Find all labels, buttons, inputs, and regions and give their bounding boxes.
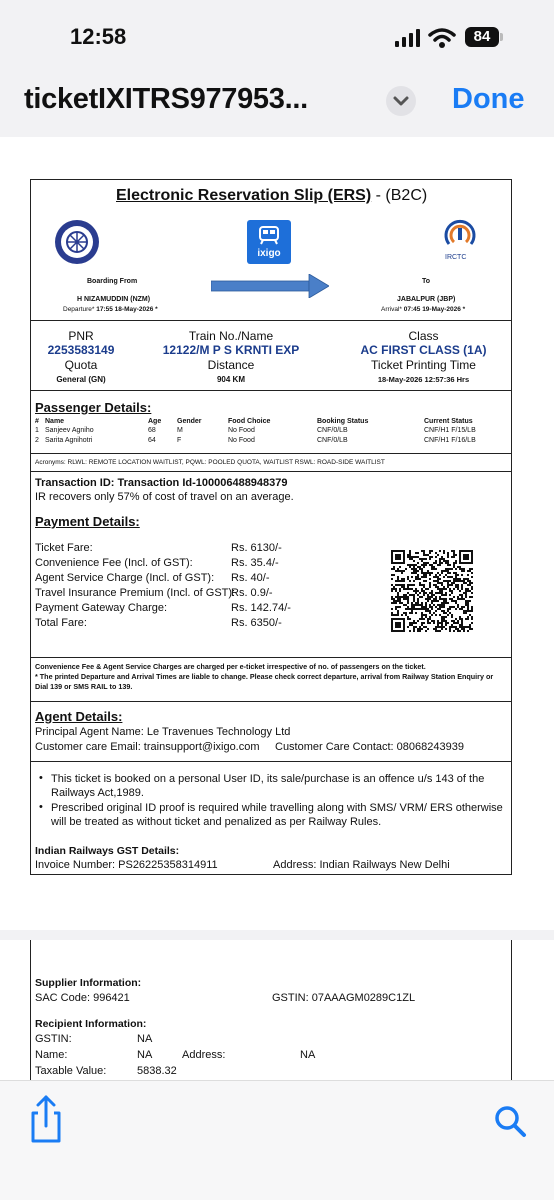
ixigo-logo-text: ixigo bbox=[257, 248, 281, 259]
payment-label: Travel Insurance Premium (Incl. of GST): bbox=[35, 587, 236, 599]
recipient-address-label: Address: bbox=[182, 1049, 226, 1061]
payment-label: Convenience Fee (Incl. of GST): bbox=[35, 557, 193, 569]
print-label: Ticket Printing Time bbox=[371, 358, 476, 372]
payment-value: Rs. 35.4/- bbox=[231, 557, 279, 569]
payment-label: Ticket Fare: bbox=[35, 542, 93, 554]
note-convenience: Convenience Fee & Agent Service Charges are charged per e-ticket irrespective of no. of passengers on the ticket. bbox=[35, 662, 426, 671]
taxable-value: 5838.32 bbox=[137, 1065, 177, 1077]
status-time: 12:58 bbox=[70, 24, 127, 49]
cell: 68 bbox=[148, 427, 156, 434]
cell: 64 bbox=[148, 437, 156, 444]
document-page-2 bbox=[0, 940, 554, 1080]
title-menu-button[interactable] bbox=[386, 86, 416, 116]
qr-code-icon bbox=[391, 550, 473, 632]
acronyms: Acronyms: RLWL: REMOTE LOCATION WAITLIST, PQWL: POOLED QUOTA, WAITLIST RSWL: ROAD-SIDE WAITLIST bbox=[35, 459, 385, 466]
col-current: Current Status bbox=[424, 418, 473, 425]
battery-icon: 84 bbox=[465, 27, 499, 47]
share-button[interactable] bbox=[22, 1093, 70, 1145]
col-num: # bbox=[35, 418, 39, 425]
cell: CNF/H1 F/15/LB bbox=[424, 427, 476, 434]
quota-value: General (GN) bbox=[56, 375, 106, 384]
to-label: To bbox=[422, 278, 431, 285]
supplier-gstin: GSTIN: 07AAAGM0289C1ZL bbox=[272, 992, 416, 1004]
customer-email: Customer care Email: trainsupport@ixigo.com bbox=[35, 741, 260, 753]
cell: No Food bbox=[228, 437, 255, 444]
recipient-name-label: Name: bbox=[35, 1049, 68, 1061]
cell: 1 bbox=[35, 427, 39, 434]
train-icon bbox=[257, 225, 281, 245]
payment-value: Rs. 40/- bbox=[231, 572, 270, 584]
boarding-label: Boarding From bbox=[87, 278, 138, 285]
done-button[interactable]: Done bbox=[452, 83, 525, 115]
cell: CNF/H1 F/16/LB bbox=[424, 437, 476, 444]
cell: Sarita Agnihotri bbox=[45, 437, 93, 444]
page2-frame bbox=[30, 940, 512, 1080]
class-label: Class bbox=[408, 329, 439, 343]
departure-value: 17:55 18-May-2026 * bbox=[96, 306, 158, 313]
arrival-label: Arrival* bbox=[381, 306, 402, 313]
share-icon bbox=[22, 1093, 70, 1145]
arrival-value: 07:45 19-May-2026 * bbox=[403, 306, 466, 313]
ticket-title-suffix: - (B2C) bbox=[375, 187, 428, 204]
col-booking: Booking Status bbox=[317, 418, 369, 425]
print-value: 18-May-2026 12:57:36 Hrs bbox=[377, 375, 470, 384]
recipient-name-value: NA bbox=[137, 1049, 153, 1061]
invoice-number: Invoice Number: PS26225358314911 bbox=[35, 859, 218, 871]
ticket bbox=[30, 179, 512, 875]
bullet-dot: • bbox=[39, 801, 43, 813]
bottom-toolbar bbox=[0, 1080, 554, 1200]
gst-address: Address: Indian Railways New Delhi bbox=[273, 859, 450, 871]
payment-label: Total Fare: bbox=[35, 617, 87, 629]
search-button[interactable] bbox=[492, 1103, 528, 1139]
payment-label: Payment Gateway Charge: bbox=[35, 602, 168, 614]
cell: CNF/0/LB bbox=[317, 437, 348, 444]
signal-icon bbox=[395, 29, 421, 47]
passenger-heading: Passenger Details: bbox=[35, 400, 152, 415]
transaction-id: Transaction ID: Transaction Id-100006488948379 bbox=[35, 477, 288, 489]
chevron-down-icon bbox=[386, 86, 416, 116]
to-station: JABALPUR (JBP) bbox=[397, 296, 456, 303]
principal-agent: Principal Agent Name: Le Travenues Technology Ltd bbox=[35, 726, 291, 738]
bullet-dot: • bbox=[39, 772, 43, 784]
document-title: ticketIXITRS977953... bbox=[24, 83, 308, 115]
from-station: H NIZAMUDDIN (NZM) bbox=[77, 296, 151, 303]
agent-heading: Agent Details: bbox=[35, 709, 123, 724]
distance-label: Distance bbox=[207, 358, 255, 372]
recipient-gstin-label: GSTIN: bbox=[35, 1033, 72, 1045]
bullet-id-proof: Prescribed original ID proof is required while travelling along with SMS/ VRM/ ERS otherwise will be treated as without ticket and penalized as per Railway Rules. bbox=[51, 802, 503, 828]
payment-heading: Payment Details: bbox=[35, 514, 140, 529]
customer-contact: Customer Care Contact: 08068243939 bbox=[275, 741, 464, 753]
irctc-logo-text: IRCTC bbox=[445, 254, 467, 261]
pnr-label: PNR bbox=[68, 329, 94, 343]
document-page-1 bbox=[0, 137, 554, 930]
class-value: AC FIRST CLASS (1A) bbox=[360, 343, 487, 357]
col-age: Age bbox=[148, 418, 162, 425]
note-times: * The printed Departure and Arrival Times are liable to change. Please check correct departure, arrival from Railway Station Enquiry or Dial 139 or SMS RAIL to 139. bbox=[35, 672, 494, 691]
ticket-title: Electronic Reservation Slip (ERS) bbox=[116, 187, 372, 204]
col-name: Name bbox=[45, 418, 65, 425]
cell: Sanjeev Agniho bbox=[45, 427, 94, 434]
bullet-offence: This ticket is booked on a personal User ID, its sale/purchase is an offence u/s 143 of the Railways Act,1989. bbox=[51, 773, 485, 799]
search-icon bbox=[492, 1103, 528, 1139]
recipient-address-value: NA bbox=[300, 1049, 316, 1061]
arrow-right-icon bbox=[211, 274, 329, 298]
wifi-icon bbox=[428, 27, 456, 49]
train-label: Train No./Name bbox=[188, 329, 274, 343]
cell: CNF/0/LB bbox=[317, 427, 348, 434]
supplier-heading: Supplier Information: bbox=[35, 977, 142, 989]
payment-value: Rs. 6130/- bbox=[231, 542, 282, 554]
ixigo-logo bbox=[247, 220, 291, 264]
pnr-value: 2253583149 bbox=[47, 343, 115, 357]
train-value: 12122/M P S KRNTI EXP bbox=[162, 343, 300, 357]
irctc-logo-icon bbox=[443, 218, 477, 250]
payment-value: Rs. 0.9/- bbox=[231, 587, 273, 599]
col-gender: Gender bbox=[177, 418, 202, 425]
recipient-gstin-value: NA bbox=[137, 1033, 153, 1045]
recipient-heading: Recipient Information: bbox=[35, 1018, 147, 1030]
taxable-label: Taxable Value: bbox=[35, 1065, 107, 1077]
payment-value: Rs. 142.74/- bbox=[231, 602, 291, 614]
battery-nub bbox=[500, 33, 503, 41]
departure-label: Departure* bbox=[63, 306, 95, 313]
col-food: Food Choice bbox=[228, 418, 271, 425]
indian-railways-emblem-icon bbox=[53, 218, 101, 266]
cell: M bbox=[177, 427, 183, 434]
cell: No Food bbox=[228, 427, 255, 434]
cell: F bbox=[177, 437, 182, 444]
distance-value: 904 KM bbox=[216, 375, 245, 384]
gst-heading: Indian Railways GST Details: bbox=[35, 845, 180, 857]
recovers-note: IR recovers only 57% of cost of travel on an average. bbox=[35, 491, 294, 503]
payment-label: Agent Service Charge (Incl. of GST): bbox=[35, 572, 215, 584]
quota-label: Quota bbox=[64, 358, 98, 372]
cell: 2 bbox=[35, 437, 39, 444]
payment-value: Rs. 6350/- bbox=[231, 617, 282, 629]
sac-code: SAC Code: 996421 bbox=[35, 992, 130, 1004]
